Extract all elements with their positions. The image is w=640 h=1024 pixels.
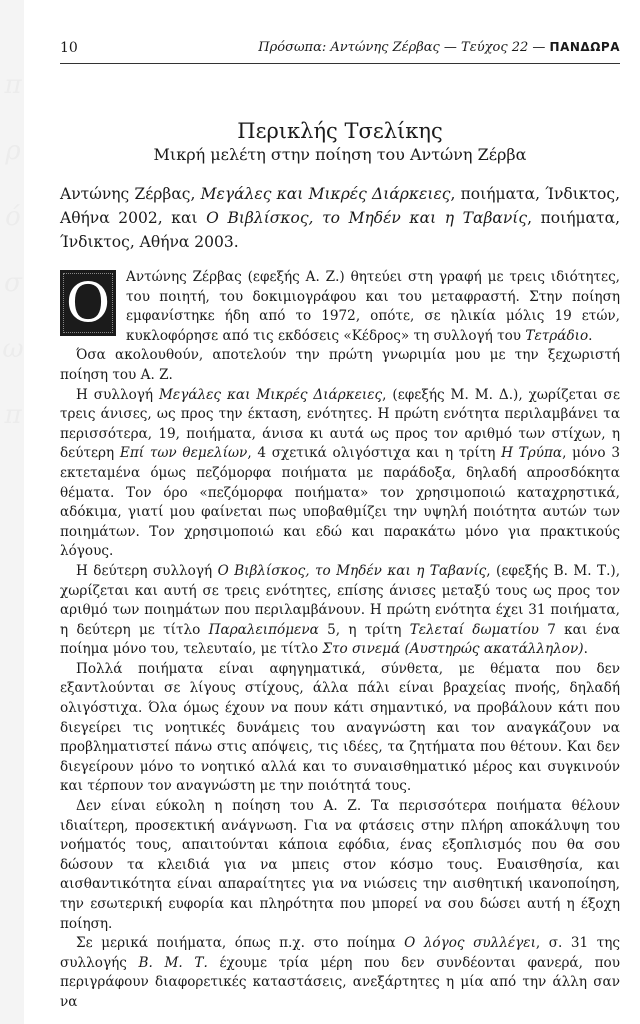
- biblio-text: , ποιήματα, Ίνδικτος, Αθήνα 2003.: [60, 209, 620, 251]
- emphasis: Επί των θεμελίων: [119, 445, 248, 462]
- bibliographic-reference: [60, 182, 620, 254]
- paragraph: [60, 934, 620, 1012]
- book-title: Ο Βιβλίσκος, το Μηδέν και η Ταβανίς: [206, 209, 528, 227]
- paragraph: [60, 268, 620, 346]
- paragraph-text: , (εφεξής Β. Μ. Τ.), χωρίζεται και αυτή σε τρεις ενότητες, επίσης άνισες μεταξύ τους ως προς τον αριθμό των ποιημάτων που περιλαμβάνουν. Η πρώτη ενότητα έχει 31 ποιήματα, η δεύτερη με τίτλο: [60, 562, 621, 638]
- article-subtitle: Μικρή μελέτη στην ποίηση του Αντώνη Ζέρβα: [153, 145, 527, 164]
- paragraph-text: , 4 σχετικά ολιγόστιχα και η τρίτη: [247, 445, 502, 462]
- magazine-logo: ΠΑΝΔΩΡΑ: [549, 40, 620, 54]
- side-letter: σ: [4, 268, 22, 298]
- paragraph-text: Δεν είναι εύκολη η ποίηση του Α. Ζ. Τα περισσότερα ποιήματα θέλουν ιδιαίτερη, προσεκτική ανάγνωση. Για να φτάσεις στην πλήρη αποκάλυψη του νοήματός τους, απαιτούνται κάποια εφόδια, ένας εξοπλισμός που θα σου δώσουν τα κλειδιά για να μπεις στον κόσμο τους. Ευαισθησία, και αισθαντικότητα είναι απαραίτητες για να νιώσεις την αισθητική ικανοποίηση, την εσωτερική ευφορία και πληρότητα που μπορεί να σου δώσει αυτή η έξοχη ποίηση.: [60, 798, 620, 932]
- paragraph-text: .: [588, 327, 593, 344]
- paragraph-text: 5, η τρίτη: [318, 621, 410, 638]
- decorative-side-strip: [0, 0, 24, 1024]
- paragraph-text: 7 και ένα ποίημα μόνο του, τελευταίο, με τίτλο: [60, 621, 620, 658]
- running-head-text: Πρόσωπα: Αντώνης Ζέρβας — Τεύχος 22 —: [258, 40, 546, 55]
- side-letter: ρ: [5, 136, 21, 166]
- emphasis: Τελεταί δωματίου: [409, 621, 539, 638]
- paragraph-text: Η δεύτερη συλλογή: [76, 562, 218, 579]
- paragraph-text: , σ. 31 της συλλογής: [60, 935, 621, 971]
- header-rule: [60, 63, 620, 64]
- article-heading: [60, 118, 620, 166]
- paragraph: [60, 797, 620, 934]
- side-letter: π: [4, 400, 22, 430]
- paragraph-text: Πολλά ποιήματα είναι αφηγηματικά, σύνθετα, με θέματα που δεν εξαντλούνται σε λίγους στίχους, άλλα πάλι είναι βραχείας πνοής, δηλαδή ολιγόστιχα. Όλα όμως έχουν να πουν κάτι σημαντικό, να προβάλουν κάτι που διεγείρει τις νοητικές δυνάμεις του αναγνώστη και τον αναγκάζουν να προβληματιστεί πάνω στις απόψεις, τις ιδέες, τα ζητήματα που θέτουν. Και δεν διεγείρουν μόνο το νοητικό αλλά και το συναισθηματικό μέρος και συγκινούν και τέρπουν τον αναγνώστη με την ποιότητά τους.: [60, 660, 620, 795]
- emphasis: Παραλειπόμενα: [208, 621, 319, 638]
- biblio-text: , ποιήματα, Ίνδικτος, Αθήνα 2002, και: [60, 185, 620, 227]
- side-watermark-letters: [2, 70, 24, 430]
- page-header: [60, 38, 620, 60]
- emphasis: Η Τρύπα: [501, 445, 563, 462]
- side-letter: π: [4, 70, 22, 100]
- paragraph: [60, 562, 620, 660]
- emphasis: Ο λόγος συλλέγει: [404, 935, 536, 952]
- emphasis: Ο Βιβλίσκος, το Μηδέν και η Ταβανίς: [217, 562, 487, 579]
- side-letter: ω: [2, 334, 24, 364]
- page-number: 10: [60, 40, 78, 56]
- paragraph-text: Η συλλογή: [76, 386, 159, 403]
- paragraph-text: , μόνο 3 εκτεταμένα όμως πεζόμορφα ποιήματα με παράδοξα, δηλαδή απροσδόκητα θέματα. Τον όρο «πεζόμορφα ποιήματα» τον χρησιμοποιώ καταχρηστικά, αδόκιμα, γιατί μου φαίνεται πως υποβαθμίζει την υψηλή ποιότητα αυτών των ποιημάτων. Τον χρησιμοποιώ και εδώ και παρακάτω μόνο για πρακτικούς λόγους.: [60, 445, 620, 560]
- paragraph-text: Σε μερικά ποιήματα, όπως π.χ. στο ποίημα: [76, 935, 405, 952]
- emphasis: Β. Μ. Τ.: [138, 954, 208, 971]
- side-letter: ό: [5, 202, 21, 232]
- biblio-text: Αντώνης Ζέρβας,: [60, 185, 201, 203]
- paragraph-text: Όσα ακολουθούν, αποτελούν την πρώτη γνωριμία μου με την ξεχωριστή ποίηση του Α. Ζ.: [60, 347, 620, 383]
- paragraph: [60, 660, 620, 797]
- paragraph-text: έχουμε τρία μέρη που δεν συνδέονται φανερά, που περιγράφουν διαφορετικές καταστάσεις, ανεξάρτητες η μία από την άλλη σαν να: [60, 954, 620, 1010]
- paragraph-text: .: [583, 641, 588, 658]
- paragraph: [60, 346, 620, 385]
- emphasis: Μεγάλες και Μικρές Διάρκειες: [159, 386, 383, 403]
- running-head: [258, 40, 620, 55]
- paragraph-text: , (εφεξής Μ. Μ. Δ.), χωρίζεται σε τρεις άνισες, ως προς την έκταση, ενότητες. Η πρώτη ενότητα περιλαμβάνει τα περισσότερα, 19, ποιήματα, άνισα κι αυτά ως προς τον αριθμό των στίχων, η δεύτερη: [60, 386, 620, 462]
- article-title: Περικλής Τσελίκης: [237, 119, 443, 143]
- emphasis: Τετράδιο: [525, 327, 589, 344]
- paragraph-text: Αντώνης Ζέρβας (εφεξής Α. Ζ.) θητεύει στη γραφή με τρεις ιδιότητες, του ποιητή, του δοκιμιογράφου και του μεταφραστή. Στην ποίηση εμφανίστηκε ήδη από το 1972, οπότε, σε ηλικία μόλις 19 ετών, κυκλοφόρησε από τις εκδόσεις «Κέδρος» τη συλλογή του: [126, 269, 620, 344]
- book-title: Μεγάλες και Μικρές Διάρκειες: [200, 185, 451, 203]
- article-body: [60, 268, 620, 1013]
- drop-cap-letter: Ο: [65, 271, 111, 334]
- paragraph: [60, 386, 620, 562]
- emphasis: Στο σινεμά (Αυστηρώς ακατάλληλον): [322, 641, 584, 658]
- drop-cap: [60, 270, 116, 336]
